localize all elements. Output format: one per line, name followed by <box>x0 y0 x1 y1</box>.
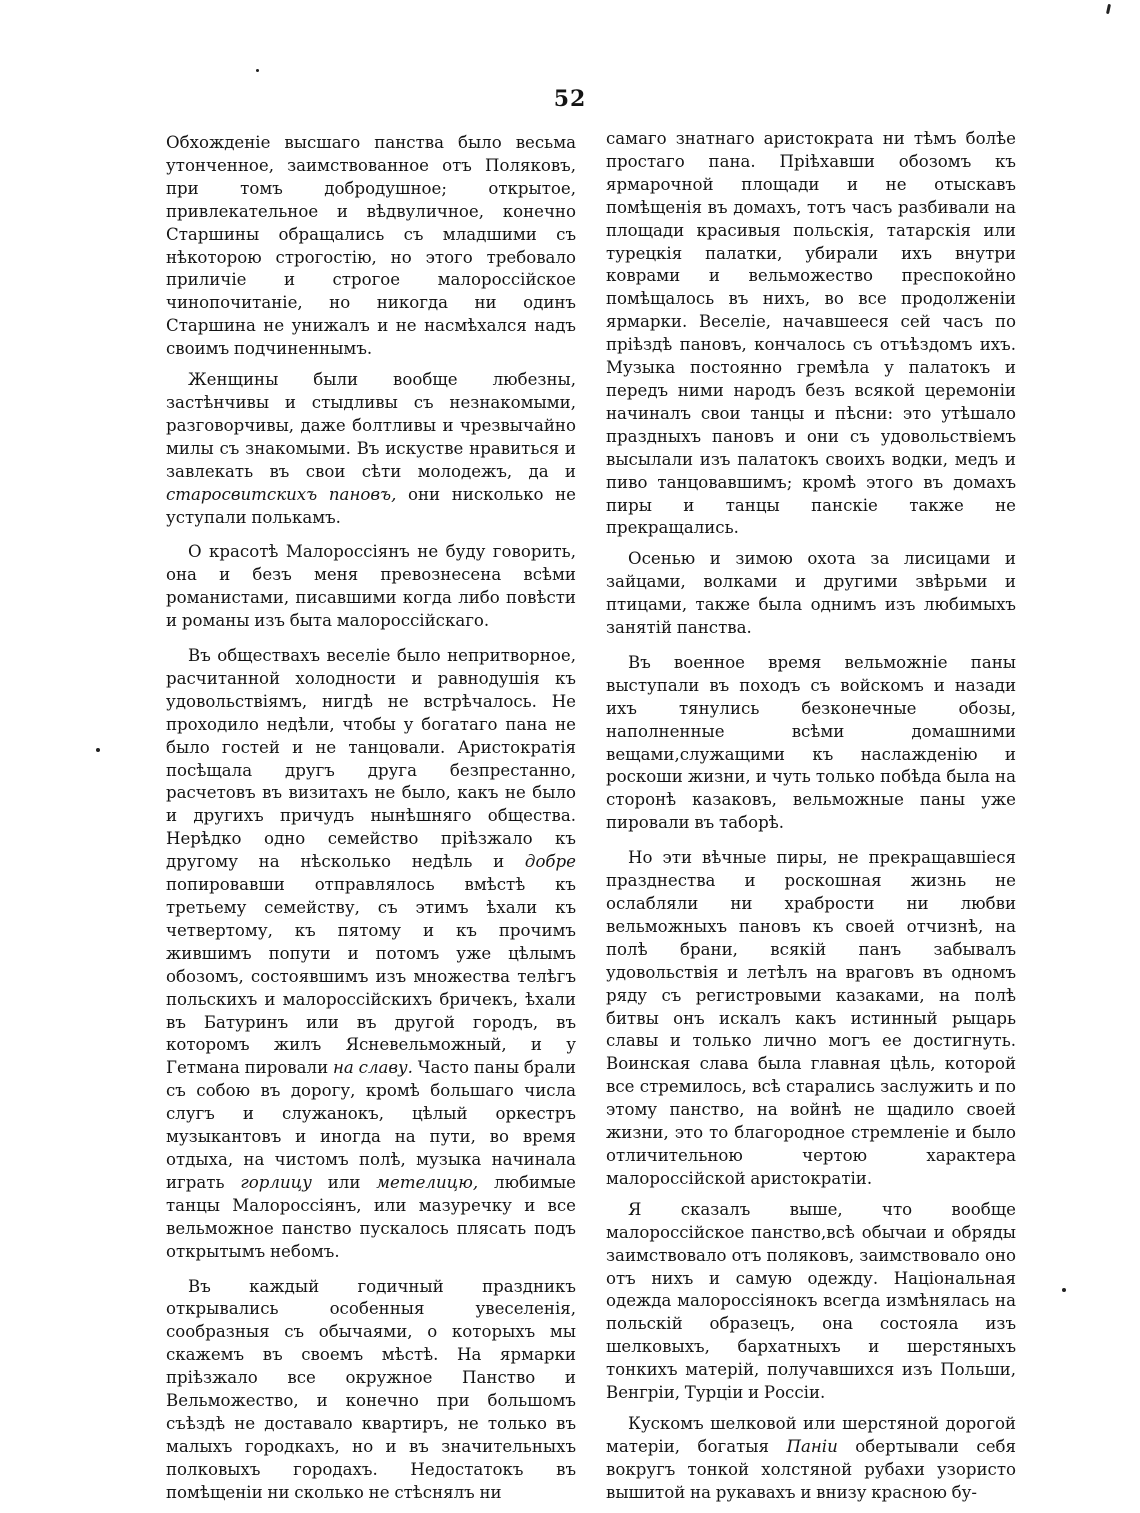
ink-speck <box>1062 1288 1066 1292</box>
text-run: они нисколько не уступали полькамъ. <box>166 484 576 527</box>
ink-speck <box>256 69 259 72</box>
left-paragraph-2 <box>166 369 576 529</box>
text-run: Кускомъ шелковой или шерстяной дорогой матеріи, богатыя <box>606 1413 1016 1456</box>
ink-speck <box>1106 4 1111 14</box>
italic-phrase: метелицю, <box>376 1172 479 1192</box>
right-paragraph-5: Я сказалъ выше, что вообще малороссійское панство,всѣ обычаи и обряды заимствовало отъ поляковъ, заимствовало оно отъ нихъ и самую одежду. Національная одежда малороссіянокъ всегда измѣнялась на польскій образецъ, она состояла изъ шелковыхъ, бархатныхъ и шерстяныхъ тонкихъ матерій, получавшихся изъ Польши, Венгріи, Турціи и Россіи. <box>606 1199 1016 1403</box>
italic-phrase: горлицу <box>240 1172 312 1192</box>
text-run: Часто паны брали съ собою въ дорогу, кромѣ большаго числа слугъ и служанокъ, цѣлый оркестръ музыкантовъ и иногда на пути, во время отдыха, на чистомъ полѣ, музыка начинала играть <box>166 1058 576 1192</box>
text-run: или <box>311 1172 377 1192</box>
page-number: 52 <box>553 86 587 112</box>
italic-phrase: старосвитскихъ пановъ, <box>166 484 397 504</box>
text-run: обертывали себя вокругъ тонкой холстяной рубахи узористо вышитой на рукавахъ и внизу красною бу- <box>606 1436 1016 1502</box>
text-run: Въ обществахъ веселіе было непритворное, расчитанной холодности и равнодушія къ удовольствіямъ, нигдѣ не встрѣчалось. Не проходило недѣли, чтобы у богатаго пана не было гостей и не танцовали. Аристократія посѣщала другъ друга безпрестанно, расчетовъ въ визитахъ не было, какъ не было и другихъ причудъ нынѣшняго общества. Нерѣдко одно семейство пріѣзжало къ другому на нѣсколько недѣль и <box>166 646 576 872</box>
left-paragraph-1: Обхожденіе высшаго панства было весьма утонченное, заимствованное отъ Поляковъ, при томъ добродушное; открытое, привлекательное и вѣдвуличное, конечно Старшины обращались съ младшими съ нѣкоторою строгостію, но этого требовало приличіе и строгое малороссійское чинопочитаніе, но никогда ни одинъ Старшина не унижалъ и не насмѣхался надъ своимъ подчиненнымъ. <box>166 133 576 359</box>
left-column <box>166 132 576 1513</box>
right-paragraph-1: самаго знатнаго аристократа ни тѣмъ болѣе простаго пана. Пріѣхавши обозомъ къ ярмарочной площади и не отыскавъ помѣщенія въ домахъ, тотъ часъ разбивали на площади красивыя польскія, татарскія или турецкія палатки, убирали ихъ внутри коврами и вельможество преспокойно помѣщалось въ нихъ, во все продолженіи ярмарки. Веселіе, начавшееся сей часъ по пріѣздѣ пановъ, кончалось съ отъѣздомъ ихъ. Музыка постоянно гремѣла у палатокъ и передъ ними народъ безъ всякой церемоніи начиналъ свои танцы и пѣсни: это утѣшало праздныхъ пановъ и они съ удовольствіемъ высылали изъ палатокъ своихъ водки, медъ и пиво танцовавшимъ; кромѣ этого въ домахъ пиры и танцы панскіе также не прекращались. <box>606 129 1016 538</box>
text-run: попировавши отправлялось вмѣстѣ къ третьему семейству, съ этимъ ѣхали къ четвертому, къ пятому и къ прочимъ жившимъ попути и потомъ уже цѣлымъ обозомъ, состоявшимъ изъ множества телѣгъ польскихъ и малороссійскихъ бричекъ, ѣхали въ Батуринъ или въ другой городъ, въ которомъ жилъ Ясневельможный, и у Гетмана пировали <box>166 875 576 1078</box>
right-paragraph-2: Осенью и зимою охота за лисицами и зайцами, волками и другими звѣрьми и птицами, также была однимъ изъ любимыхъ занятій панства. <box>606 549 1016 638</box>
ink-speck <box>96 748 100 752</box>
right-paragraph-4: Но эти вѣчные пиры, не прекращавшіеся празднества и роскошная жизнь не ослабляли ни храбрости ни любви вельможныхъ пановъ къ своей отчизнѣ, на полѣ брани, всякій панъ забывалъ удовольствія и летѣлъ на враговъ въ одномъ ряду съ регистровыми казаками, на полѣ битвы онъ искалъ какъ истинный рыцарь славы и только лично могъ ее достигнуть. Воинская слава была главная цѣль, которой все стремилось, всѣ старались заслужить и по этому панство, на войнѣ не щадило своей жизни, это то благородное стремленіе и было отличительною чертою характера малороссійской аристократіи. <box>606 848 1016 1188</box>
right-column <box>606 128 1016 1513</box>
left-paragraph-4 <box>166 645 576 1263</box>
right-paragraph-3: Въ военное время вельможніе паны выступали въ походъ съ войскомъ и назади ихъ тянулись безконечные обозы, наполненные всѣми домашними вещами,служащими къ наслажденію и роскоши жизни, и чуть только побѣда была на сторонѣ казаковъ, вельможные паны уже пировали въ таборѣ. <box>606 652 1016 833</box>
text-run: любимые танцы Малороссіянъ, или мазуречку и все вельможное панство пускалось плясать подъ открытымъ небомъ. <box>166 1172 576 1261</box>
italic-phrase: на славу. <box>332 1058 413 1078</box>
text-run: Женщины были вообще любезны, застѣнчивы и стыдливы съ незнакомыми, разговорчивы, даже болтливы и чрезвычайно милы съ знакомыми. Въ искустве нравиться и завлекать въ свои сѣти молодежъ, да и <box>166 370 576 481</box>
italic-phrase: Паніи <box>786 1436 838 1456</box>
right-paragraph-6 <box>606 1413 1016 1505</box>
left-paragraph-5: Въ каждый годичный праздникъ открывались особенныя увеселенія, сообразныя съ обычаями, о которыхъ мы скажемъ въ своемъ мѣстѣ. На ярмарки пріѣзжало все окружное Панство и Вельможество, и конечно при большомъ съѣздѣ не доставало квартиръ, не только въ малыхъ городкахъ, но и въ значительныхъ полковыхъ городахъ. Недостатокъ въ помѣщеніи ни сколько не стѣснялъ ни <box>166 1276 576 1502</box>
left-paragraph-3: О красотѣ Малороссіянъ не буду говорить, она и безъ меня превознесена всѣми романистами, писавшими когда либо повѣсти и романы изъ быта малороссійскаго. <box>166 542 576 631</box>
italic-phrase: добре <box>524 852 576 872</box>
